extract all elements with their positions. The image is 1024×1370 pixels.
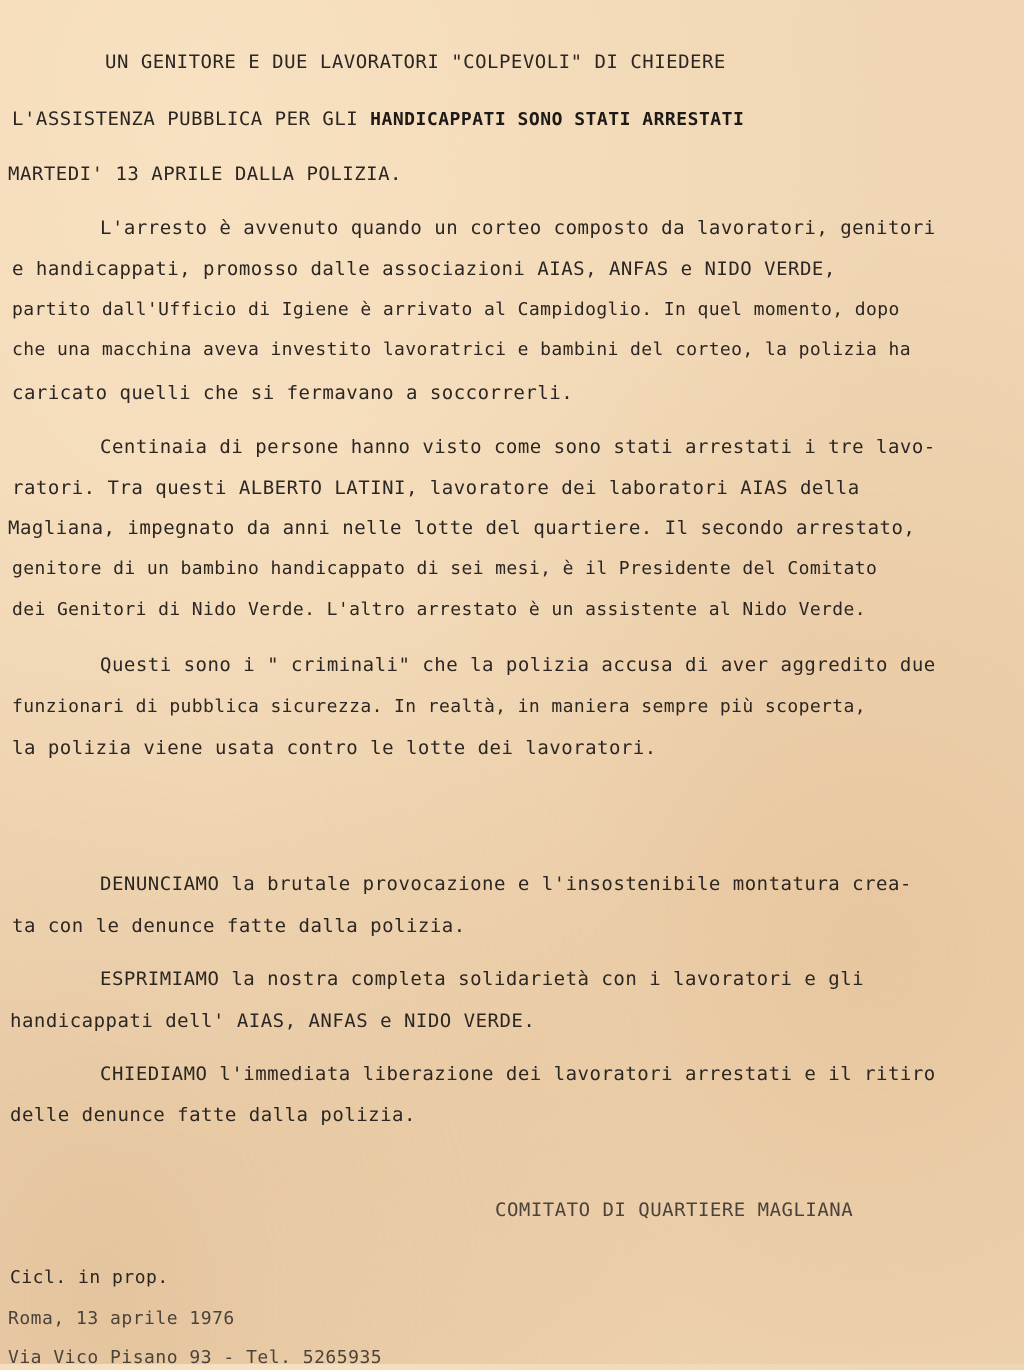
paragraph-2-line-1: Centinaia di persone hanno visto come sono stati arrestati i tre lavo-	[100, 436, 936, 458]
headline-line-2-b: HANDICAPPATI SONO STATI ARRESTATI	[370, 109, 745, 130]
denunciamo-line-2: ta con le denunce fatte dalla polizia.	[12, 915, 466, 937]
paragraph-3-line-3: la polizia viene usata contro le lotte dei lavoratori.	[12, 737, 657, 759]
esprimiamo-line-1: ESPRIMIAMO la nostra completa solidarietà con i lavoratori e gli	[100, 968, 865, 990]
esprimiamo-line-2: handicappati dell' AIAS, ANFAS e NIDO VERDE.	[10, 1010, 536, 1032]
paragraph-1-line-5: caricato quelli che si fermavano a soccorrerli.	[12, 382, 574, 404]
committee-signature: COMITATO DI QUARTIERE MAGLIANA	[495, 1199, 854, 1221]
footer-cicl: Cicl. in prop.	[10, 1267, 169, 1288]
denunciamo-line-1: DENUNCIAMO la brutale provocazione e l'insostenibile montatura crea-	[100, 873, 912, 895]
paragraph-1-line-2: e handicappati, promosso dalle associazioni AIAS, ANFAS e NIDO VERDE,	[12, 258, 836, 280]
paragraph-2-line-4: genitore di un bambino handicappato di sei mesi, è il Presidente del Comitato	[12, 558, 878, 579]
headline-line-3: MARTEDI' 13 APRILE DALLA POLIZIA.	[8, 163, 402, 185]
paragraph-1-line-3: partito dall'Ufficio di Igiene è arrivato al Campidoglio. In quel momento, dopo	[12, 299, 900, 320]
headline-line-1: UN GENITORE E DUE LAVORATORI "COLPEVOLI" DI CHIEDERE	[105, 51, 726, 73]
chiediamo-line-2: delle denunce fatte dalla polizia.	[10, 1104, 416, 1126]
headline-line-2	[12, 107, 744, 132]
paragraph-3-line-1: Questi sono i " criminali" che la polizia accusa di aver aggredito due	[100, 654, 936, 676]
paragraph-2-line-2: ratori. Tra questi ALBERTO LATINI, lavoratore dei laboratori AIAS della	[12, 477, 860, 499]
paragraph-3-line-2: funzionari di pubblica sicurezza. In realtà, in maniera sempre più scoperta,	[12, 696, 867, 717]
headline-line-2-a: L'ASSISTENZA PUBBLICA PER GLI	[12, 108, 371, 130]
footer-address: Via Vico Pisano 93 - Tel. 5265935	[8, 1347, 383, 1368]
paragraph-1-line-4: che una macchina aveva investito lavoratrici e bambini del corteo, la polizia ha	[12, 339, 911, 360]
paragraph-2-line-5: dei Genitori di Nido Verde. L'altro arrestato è un assistente al Nido Verde.	[12, 599, 867, 620]
paragraph-2-line-3: Magliana, impegnato da anni nelle lotte del quartiere. Il secondo arrestato,	[8, 517, 916, 539]
footer-date: Roma, 13 aprile 1976	[8, 1308, 235, 1329]
chiediamo-line-1: CHIEDIAMO l'immediata liberazione dei lavoratori arrestati e il ritiro	[100, 1063, 936, 1085]
paragraph-1-line-1: L'arresto è avvenuto quando un corteo composto da lavoratori, genitori	[100, 217, 936, 239]
